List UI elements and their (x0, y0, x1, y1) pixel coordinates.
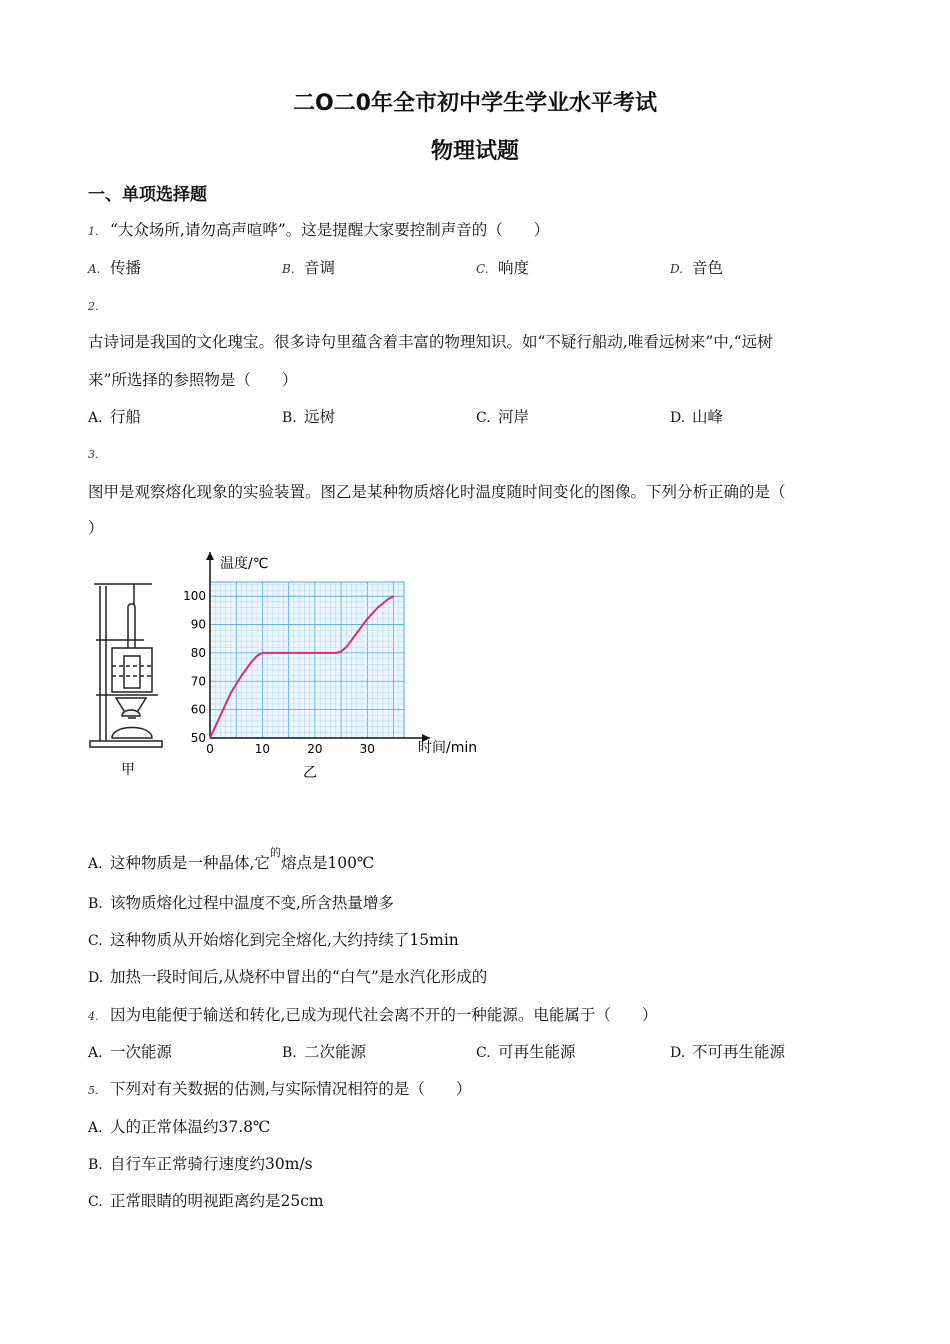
q5-option-b: B. 自行车正常骑行速度约30m/s (88, 1155, 313, 1173)
y-axis-label: 温度/℃ (220, 556, 269, 572)
question-3-text-line2: ） (88, 519, 104, 537)
stand-base (90, 741, 162, 747)
q3-option-b: B. 该物质熔化过程中温度不变,所含热量增多 (88, 894, 394, 912)
question-1 (88, 218, 549, 240)
x-tick-label: 10 (254, 742, 271, 756)
q3-option-a: A. 这种物质是一种晶体,它$^的$熔点是100℃ (88, 846, 375, 873)
apparatus-drawing (90, 584, 162, 747)
q4-option-b: B. 二次能源 (282, 1043, 367, 1061)
q2-option-c: C. 河岸 (476, 408, 530, 426)
question-2-number: 2. (88, 300, 99, 313)
beaker (112, 648, 152, 692)
y-axis-arrow (206, 552, 214, 560)
temperature-chart (183, 552, 477, 756)
y-tick-label: 60 (190, 702, 206, 717)
question-3-number: 3. (88, 448, 99, 461)
x-tick-label: 0 (206, 742, 214, 756)
figure-label-jia: 甲 (121, 762, 135, 778)
q1-option-b: B. 音调 (282, 259, 336, 277)
question-3-text-line1: 图甲是观察熔化现象的实验装置。图乙是某种物质熔化时温度随时间变化的图像。下列分析正确的是（ (88, 483, 786, 501)
alcohol-lamp (112, 728, 152, 739)
flame (122, 710, 140, 716)
q2-option-d: D. 山峰 (670, 408, 724, 426)
q4-option-d: D. 不可再生能源 (670, 1043, 786, 1061)
q3-option-d: D. 加热一段时间后,从烧杯中冒出的“白气”是水汽化形成的 (88, 968, 488, 986)
question-number: 1. (88, 225, 99, 238)
y-tick-label: 100 (183, 589, 206, 604)
y-tick-label: 50 (190, 731, 206, 745)
q1-option-c: C. 响度 (476, 259, 530, 277)
y-tick-label: 80 (190, 645, 206, 660)
q2-option-b: B. 远树 (282, 408, 336, 426)
question-2-text-line1: 古诗词是我国的文化瑰宝。很多诗句里蕴含着丰富的物理知识。如“不疑行船动,唯看远树来”中,“远树 (88, 333, 773, 351)
exam-subtitle: 物理试题 (430, 139, 519, 164)
q1-option-d: D. 音色 (670, 259, 724, 277)
q4-option-a: A. 一次能源 (88, 1043, 173, 1061)
q4-option-c: C. 可再生能源 (476, 1043, 576, 1061)
x-tick-label: 20 (307, 742, 323, 756)
section-title: 一、单项选择题 (88, 185, 207, 205)
q3-option-c: C. 这种物质从开始熔化到完全熔化,大约持续了15min (88, 931, 459, 949)
y-tick-label: 90 (190, 617, 206, 632)
q1-option-a: A. 传播 (88, 259, 142, 277)
exam-title: 二O二0年全市初中学生学业水平考试 (292, 91, 657, 116)
y-tick-label: 70 (190, 674, 206, 689)
plot-area (210, 582, 404, 738)
question-text: “大众场所,请勿高声喧哗”。这是提醒大家要控制声音的（ ） (110, 221, 550, 239)
x-axis-label: 时间/min (418, 740, 478, 756)
q5-option-c: C. 正常眼睛的明视距离约是25cm (88, 1192, 324, 1210)
figure-label-yi: 乙 (303, 765, 317, 781)
question-2-text-line2: 来”所选择的参照物是（ ） (88, 371, 298, 389)
question-5: 5. 下列对有关数据的估测,与实际情况相符的是（ ） (88, 1080, 472, 1098)
x-tick-label: 30 (359, 742, 375, 756)
question-4: 4. 因为电能便于输送和转化,已成为现代社会离不开的一种能源。电能属于（ ） (88, 1006, 658, 1024)
q5-option-a: A. 人的正常体温约37.8℃ (88, 1118, 271, 1136)
q2-option-a: A. 行船 (88, 408, 142, 426)
q3-figure (88, 548, 508, 786)
